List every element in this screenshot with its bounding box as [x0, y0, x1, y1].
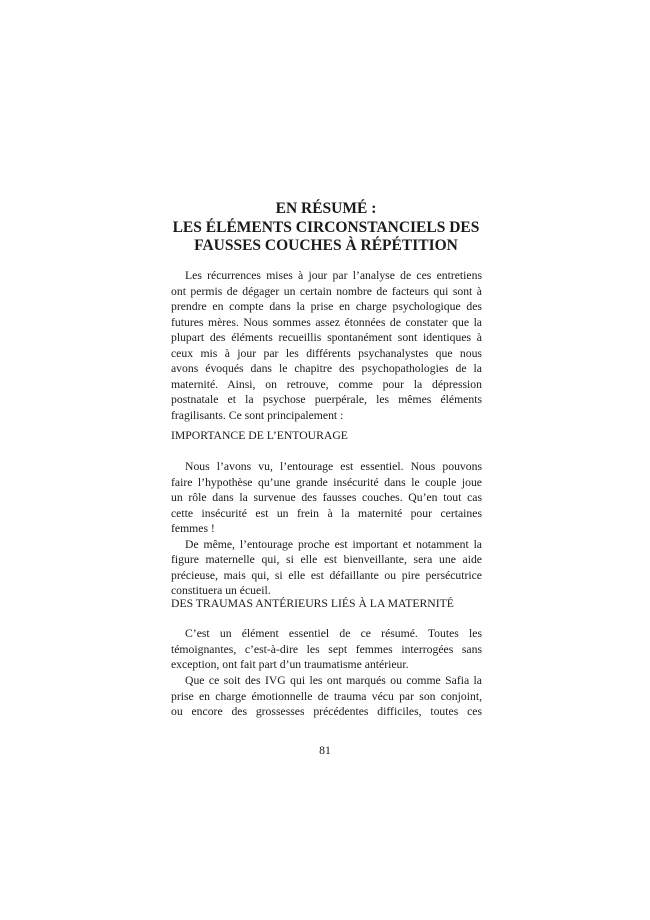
text-line: ceux mis à jour par les différents psychanalystes que nous — [171, 346, 482, 360]
text-line: témoignantes, c’est-à-dire les sept femmes interrogées sans — [171, 642, 482, 656]
text-line: avons évoqués dans le chapitre des psychopathologies de la — [171, 362, 482, 375]
text-line: cette insécurité est un frein à la maternité pour certaines — [171, 506, 482, 520]
title-line: EN RÉSUMÉ : — [275, 200, 377, 217]
section-heading: DES TRAUMAS ANTÉRIEURS LIÉS À LA MATERNITÉ — [171, 597, 454, 610]
paragraph — [171, 537, 482, 599]
chapter-title — [150, 200, 502, 256]
text-line: constituera un écueil. — [171, 584, 271, 597]
paragraph — [171, 626, 482, 673]
text-line: ont permis de dégager un certain nombre de facteurs qui sont à — [171, 284, 482, 298]
text-line: C’est un élément essentiel de ce résumé. Toutes les — [185, 627, 482, 640]
text-line: figure maternelle qui, si elle est bienveillante, sera une aide — [171, 553, 482, 566]
text-line: faire l’hypothèse qu’une grande insécurité dans le couple joue — [171, 475, 482, 489]
text-line: futures mères. Nous sommes assez étonnées de constater que la — [171, 315, 482, 329]
page-number: 81 — [319, 744, 331, 757]
title-line: LES ÉLÉMENTS CIRCONSTANCIELS DES — [172, 218, 480, 236]
text-line: fragilisants. Ce sont principalement : — [171, 408, 344, 422]
title-line: FAUSSES COUCHES À RÉPÉTITION — [194, 237, 458, 255]
text-line: prendre en compte dans la prise en charge psychologique des — [171, 300, 482, 313]
text-line: exception, ont fait part d’un traumatisme antérieur. — [171, 658, 409, 671]
text-line: Nous l’avons vu, l’entourage est essentiel. Nous pouvons — [185, 460, 482, 473]
text-line: postnatale et la psychose puerpérale, les mêmes éléments — [171, 393, 482, 406]
text-line: Les récurrences mises à jour par l’analyse de ces entretiens — [185, 269, 482, 282]
text-line: un rôle dans la survenue des fausses couches. Qu’en tout cas — [171, 491, 482, 504]
text-line: prise en charge émotionnelle de trauma vécu par son conjoint, — [171, 689, 482, 703]
text-line: Que ce soit des IVG qui les ont marqués ou comme Safia la — [185, 674, 482, 687]
text-line: De même, l’entourage proche est important et notamment la — [185, 537, 482, 551]
text-line: femmes ! — [171, 522, 215, 535]
paragraph — [171, 268, 482, 423]
paragraph — [171, 673, 482, 720]
paragraph — [171, 459, 482, 537]
text-line: plupart des éléments recueillis spontanément sont identiques à — [171, 331, 482, 344]
text-line: ou encore des grossesses précédentes difficiles, toutes ces — [171, 705, 482, 718]
section-heading: IMPORTANCE DE L’ENTOURAGE — [171, 429, 348, 442]
text-line: maternité. Ainsi, on retrouve, comme pour la dépression — [171, 377, 482, 391]
text-line: précieuse, mais qui, si elle est défaillante ou pire persécutrice — [171, 568, 482, 582]
